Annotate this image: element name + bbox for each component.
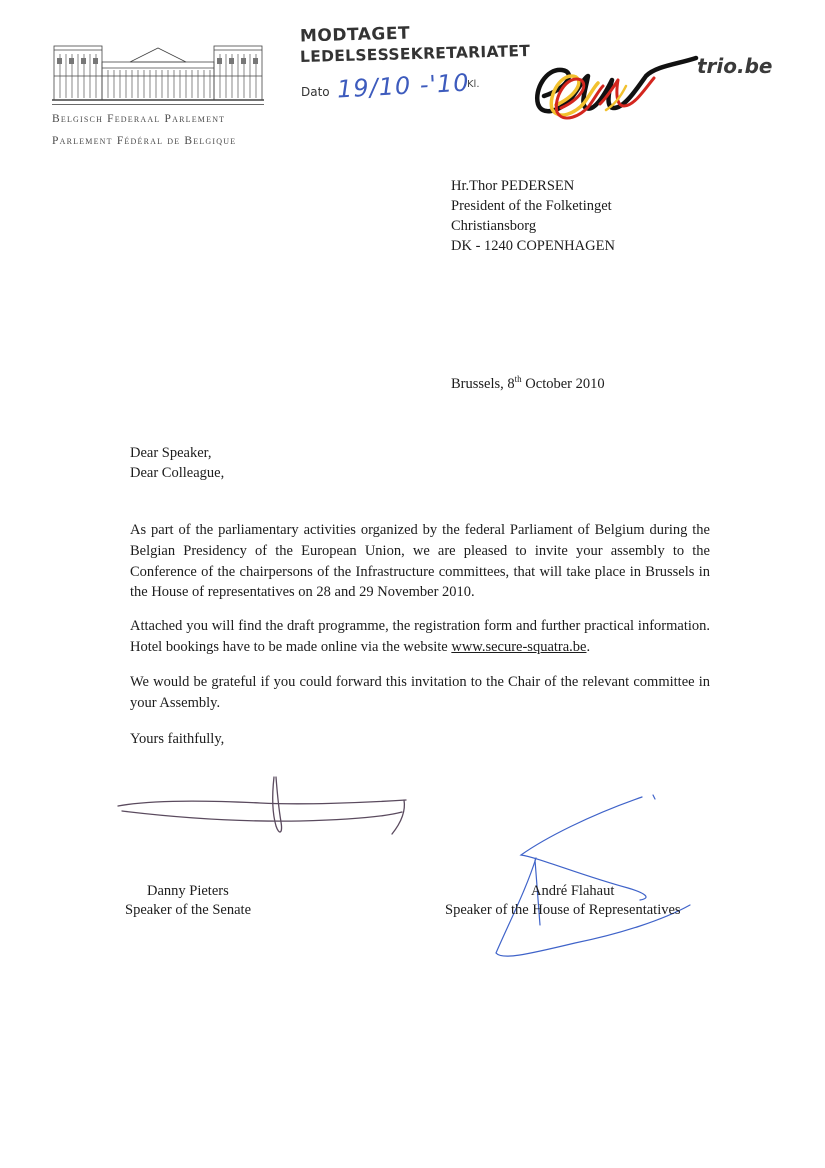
letterhead-divider [52, 104, 264, 105]
stamp-department: LEDELSESSEKRETARIATET [299, 41, 531, 67]
signature-danny-pieters [118, 777, 406, 834]
letter-date-suffix: October 2010 [521, 375, 605, 392]
signatory-right-name: André Flahaut [531, 883, 615, 899]
salutation-line-1: Dear Speaker, [130, 445, 212, 461]
letter-date-prefix: Brussels, 8 [451, 375, 515, 392]
trio-be-wordmark: trio.be [697, 54, 773, 78]
letterhead-line-french: Parlement Fédéral de Belgique [52, 135, 237, 147]
letter-date [451, 369, 605, 394]
stamp-time-label: Kl. [467, 79, 480, 90]
paragraph-attachments [130, 616, 710, 658]
stamp-date-label: Dato [301, 85, 330, 99]
signatory-left-name: Danny Pieters [147, 883, 229, 899]
letterhead-line-dutch: Belgisch Federaal Parlement [52, 113, 226, 125]
website-link[interactable]: www.secure-squatra.be [451, 638, 587, 655]
recipient-title: President of the Folketinget [451, 198, 612, 214]
recipient-building: Christiansborg [451, 218, 537, 234]
paragraph-invitation: As part of the parliamentary activities organized by the federal Parliament of Belgium during the Belgian Presidency of the European Union, we are pleased to invite your assembly to the Conference of the chairpersons of the Infrastructure committees, that will take place in Brussels in the House of representatives on 28 and 29 November 2010. [130, 522, 710, 601]
closing: Yours faithfully, [130, 731, 225, 747]
signatory-left-title: Speaker of the Senate [125, 902, 252, 918]
signatory-right-title: Speaker of the House of Representatives [445, 902, 681, 918]
stamp-date-handwritten: 19/10 -'10 [336, 68, 471, 104]
eu-trio-logo-icon [528, 52, 700, 122]
recipient-city: DK - 1240 COPENHAGEN [451, 238, 615, 254]
paragraph-attachments-end: . [586, 638, 591, 655]
signature-andre-flahaut [496, 795, 690, 956]
paragraph-attachments-text: Attached you will find the draft programme, the registration form and further practical information. Hotel bookings have to be made online via the website [130, 618, 710, 655]
salutation-line-2: Dear Colleague, [130, 465, 225, 481]
recipient-name: Hr.Thor PEDERSEN [451, 178, 575, 194]
paragraph-forward-request: We would be grateful if you could forward this invitation to the Chair of the relevant committee in your Assembly. [130, 674, 710, 711]
parliament-building-logo [52, 36, 264, 102]
stamp-received: MODTAGET [299, 23, 411, 47]
letter-date-ordinal: th [514, 374, 522, 384]
